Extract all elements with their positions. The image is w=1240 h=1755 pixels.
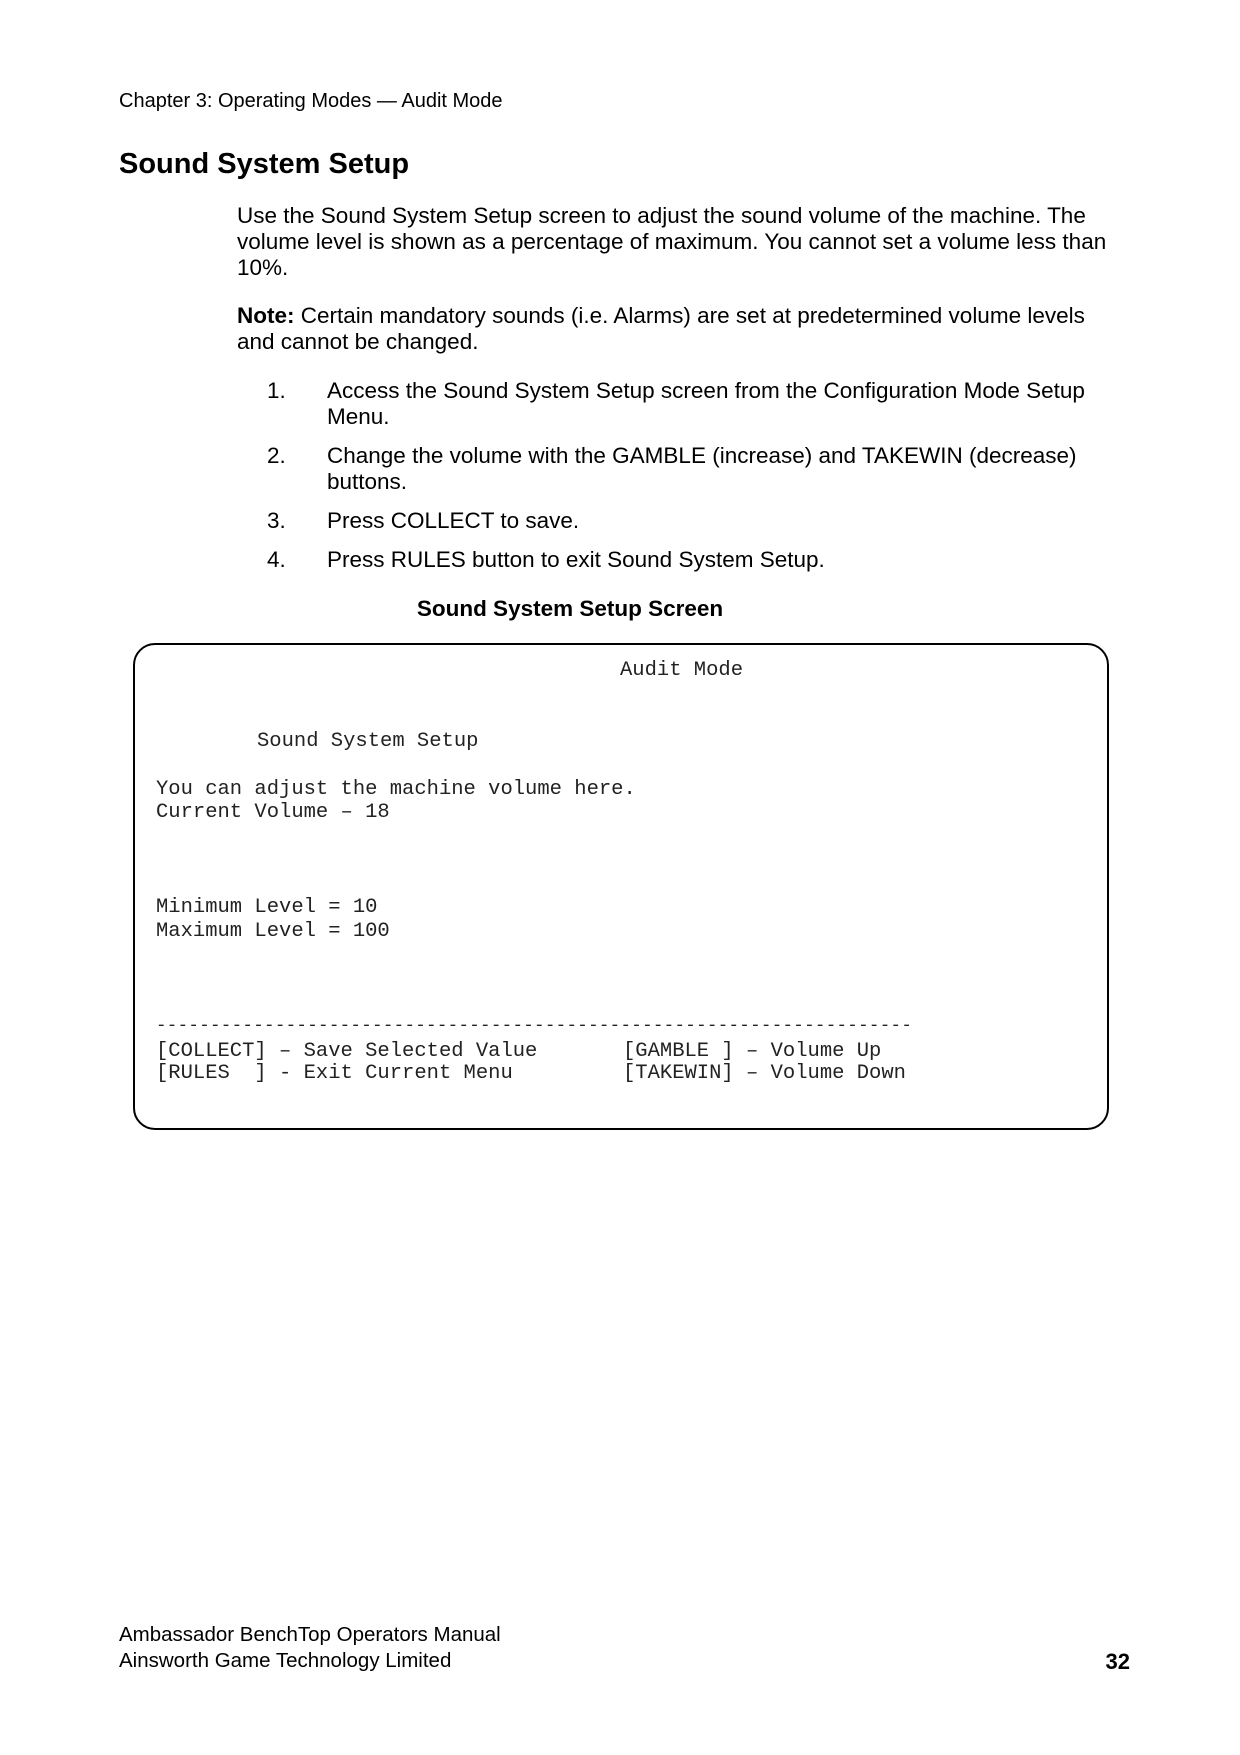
takewin-key-hint: [TAKEWIN] – Volume Down	[623, 1062, 906, 1085]
note-text: Certain mandatory sounds (i.e. Alarms) are set at predetermined volume levels and cannot be changed.	[237, 303, 1085, 354]
figure-caption-text: Sound System Setup Screen	[416, 596, 724, 621]
maximum-level: Maximum Level = 100	[156, 920, 390, 943]
note-paragraph	[237, 303, 1117, 355]
page-number: 32	[1105, 1649, 1130, 1674]
step-item	[237, 443, 1117, 495]
current-volume: Current Volume – 18	[156, 801, 390, 824]
step-number: 1.	[267, 378, 286, 403]
step-item	[237, 508, 1117, 534]
step-item	[237, 378, 1117, 430]
footer-manual-title: Ambassador BenchTop Operators Manual	[119, 1623, 501, 1646]
step-text: Change the volume with the GAMBLE (increase) and TAKEWIN (decrease) buttons.	[327, 443, 1077, 494]
rules-key-hint: [RULES ] - Exit Current Menu	[156, 1062, 513, 1085]
screen-mode-title: Audit Mode	[620, 659, 744, 682]
step-number: 4.	[267, 547, 286, 572]
collect-key-hint: [COLLECT] – Save Selected Value	[156, 1040, 538, 1063]
footer-company: Ainsworth Game Technology Limited	[119, 1649, 452, 1672]
screen-title: Sound System Setup	[257, 730, 479, 753]
screen-divider: ----------------------------------------------------------------------	[156, 1016, 913, 1036]
step-item	[237, 547, 1117, 573]
gamble-key-hint: [GAMBLE ] – Volume Up	[623, 1040, 882, 1063]
intro-paragraph: Use the Sound System Setup screen to adjust the sound volume of the machine. The volume level is shown as a percentage of maximum. You cannot set a volume less than 10%.	[237, 203, 1107, 280]
note-label: Note:	[237, 303, 295, 328]
running-header: Chapter 3: Operating Modes — Audit Mode	[119, 90, 503, 112]
step-number: 2.	[267, 443, 286, 468]
footer	[119, 1622, 501, 1674]
minimum-level: Minimum Level = 10	[156, 896, 378, 919]
step-text: Press RULES button to exit Sound System Setup.	[327, 547, 825, 572]
steps-list	[237, 378, 1117, 586]
screen-info-line: You can adjust the machine volume here.	[156, 778, 636, 801]
step-text: Access the Sound System Setup screen from the Configuration Mode Setup Menu.	[327, 378, 1085, 429]
step-number: 3.	[267, 508, 286, 533]
figure-caption	[0, 596, 1240, 622]
section-title: Sound System Setup	[119, 148, 410, 180]
step-text: Press COLLECT to save.	[327, 508, 580, 533]
